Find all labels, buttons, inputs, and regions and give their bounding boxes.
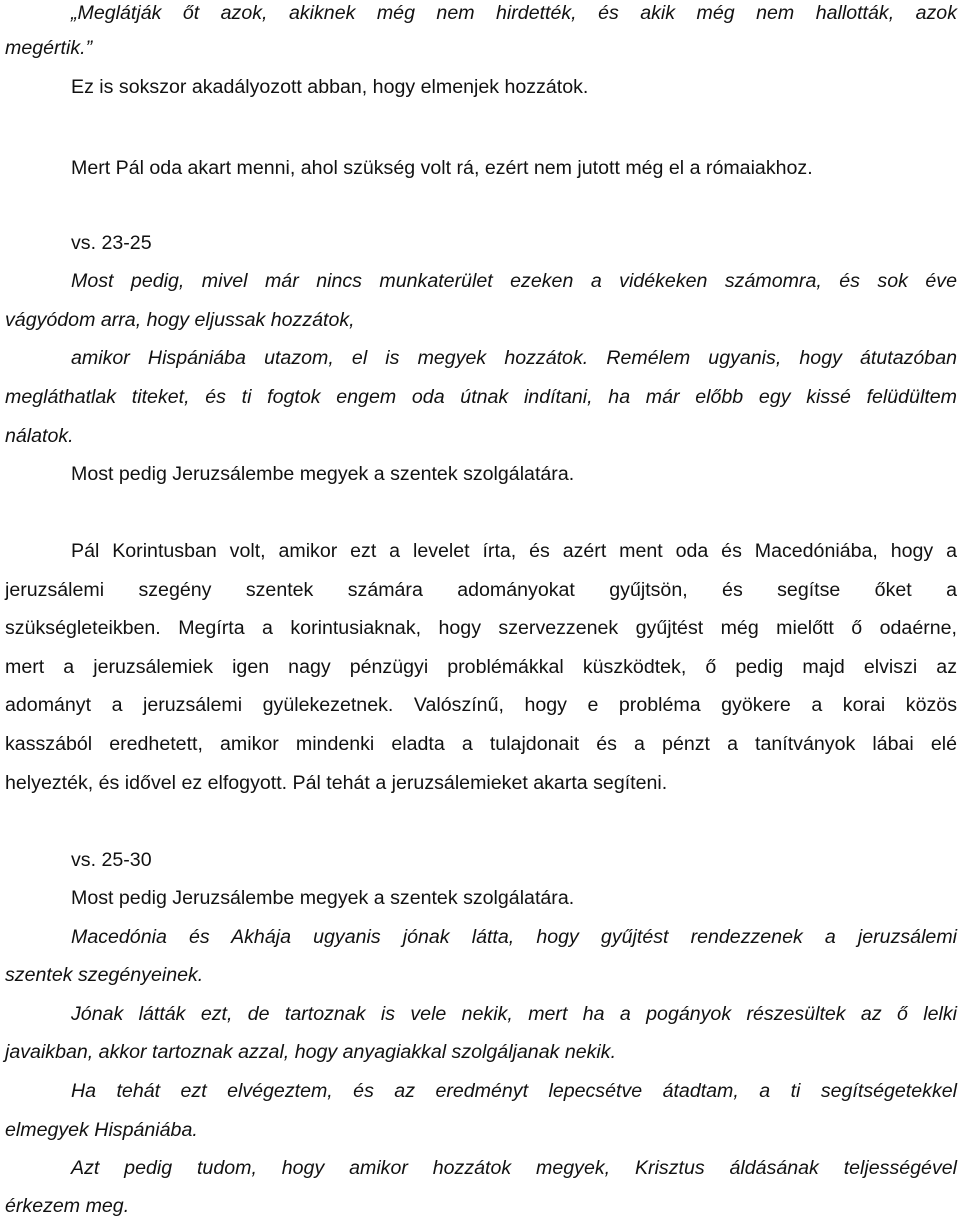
text-line: megértik.”: [5, 37, 93, 59]
text-line: szentek szegényeinek.: [5, 964, 204, 986]
text-line: Most pedig, mivel már nincs munkaterület ezeken a vidékeken számomra, és sok éve: [71, 270, 957, 292]
text-line: amikor Hispániába utazom, el is megyek hozzátok. Remélem ugyanis, hogy átutazóban: [71, 347, 957, 369]
text-line: Mert Pál oda akart menni, ahol szükség volt rá, ezért nem jutott még el a rómaiakhoz.: [71, 157, 813, 179]
text-line: kasszából eredhetett, amikor mindenki eladta a tulajdonait és a pénzt a tanítványok lábai elé: [5, 733, 957, 755]
text-line: érkezem meg.: [5, 1195, 130, 1217]
text-line: mert a jeruzsálemiek igen nagy pénzügyi problémákkal küszködtek, ő pedig majd elviszi az: [5, 656, 957, 678]
text-line: vágyódom arra, hogy eljussak hozzátok,: [5, 309, 355, 331]
text-line: Most pedig Jeruzsálembe megyek a szentek szolgálatára.: [71, 463, 575, 485]
text-line: jeruzsálemi szegény szentek számára adományokat gyűjtsön, és segítse őket a: [5, 579, 957, 601]
text-line: Macedónia és Akhája ugyanis jónak látta, hogy gyűjtést rendezzenek a jeruzsálemi: [71, 926, 957, 948]
text-line: nálatok.: [5, 425, 74, 447]
text-line: Pál Korintusban volt, amikor ezt a levelet írta, és azért ment oda és Macedóniába, hogy a: [71, 540, 957, 562]
text-line: javaikban, akkor tartoznak azzal, hogy anyagiakkal szolgáljanak nekik.: [5, 1041, 617, 1063]
text-line: szükségleteikben. Megírta a korintusiaknak, hogy szervezzenek gyűjtést még mielőtt ő odaérne,: [5, 617, 957, 639]
text-line: Ha tehát ezt elvégeztem, és az eredményt lepecsétve átadtam, a ti segítségetekkel: [71, 1080, 957, 1102]
text-line: helyezték, és idővel ez elfogyott. Pál tehát a jeruzsálemieket akarta segíteni.: [5, 772, 668, 794]
text-line: megláthatlak titeket, és ti fogtok engem oda útnak indítani, ha már előbb egy kissé felüdültem: [5, 386, 957, 408]
text-line: Ez is sokszor akadályozott abban, hogy elmenjek hozzátok.: [71, 76, 589, 98]
text-line: adományt a jeruzsálemi gyülekezetnek. Valószínű, hogy e probléma gyökere a korai közös: [5, 694, 957, 716]
text-line: „Meglátják őt azok, akiknek még nem hirdették, és akik még nem hallották, azok: [71, 2, 957, 24]
verse-reference: vs. 23-25: [71, 232, 152, 254]
text-line: Most pedig Jeruzsálembe megyek a szentek szolgálatára.: [71, 887, 575, 909]
text-line: elmegyek Hispániába.: [5, 1119, 198, 1141]
verse-reference: vs. 25-30: [71, 849, 152, 871]
text-line: Jónak látták ezt, de tartoznak is vele nekik, mert ha a pogányok részesültek az ő lelki: [71, 1003, 957, 1025]
text-line: Azt pedig tudom, hogy amikor hozzátok megyek, Krisztus áldásának teljességével: [71, 1157, 957, 1179]
